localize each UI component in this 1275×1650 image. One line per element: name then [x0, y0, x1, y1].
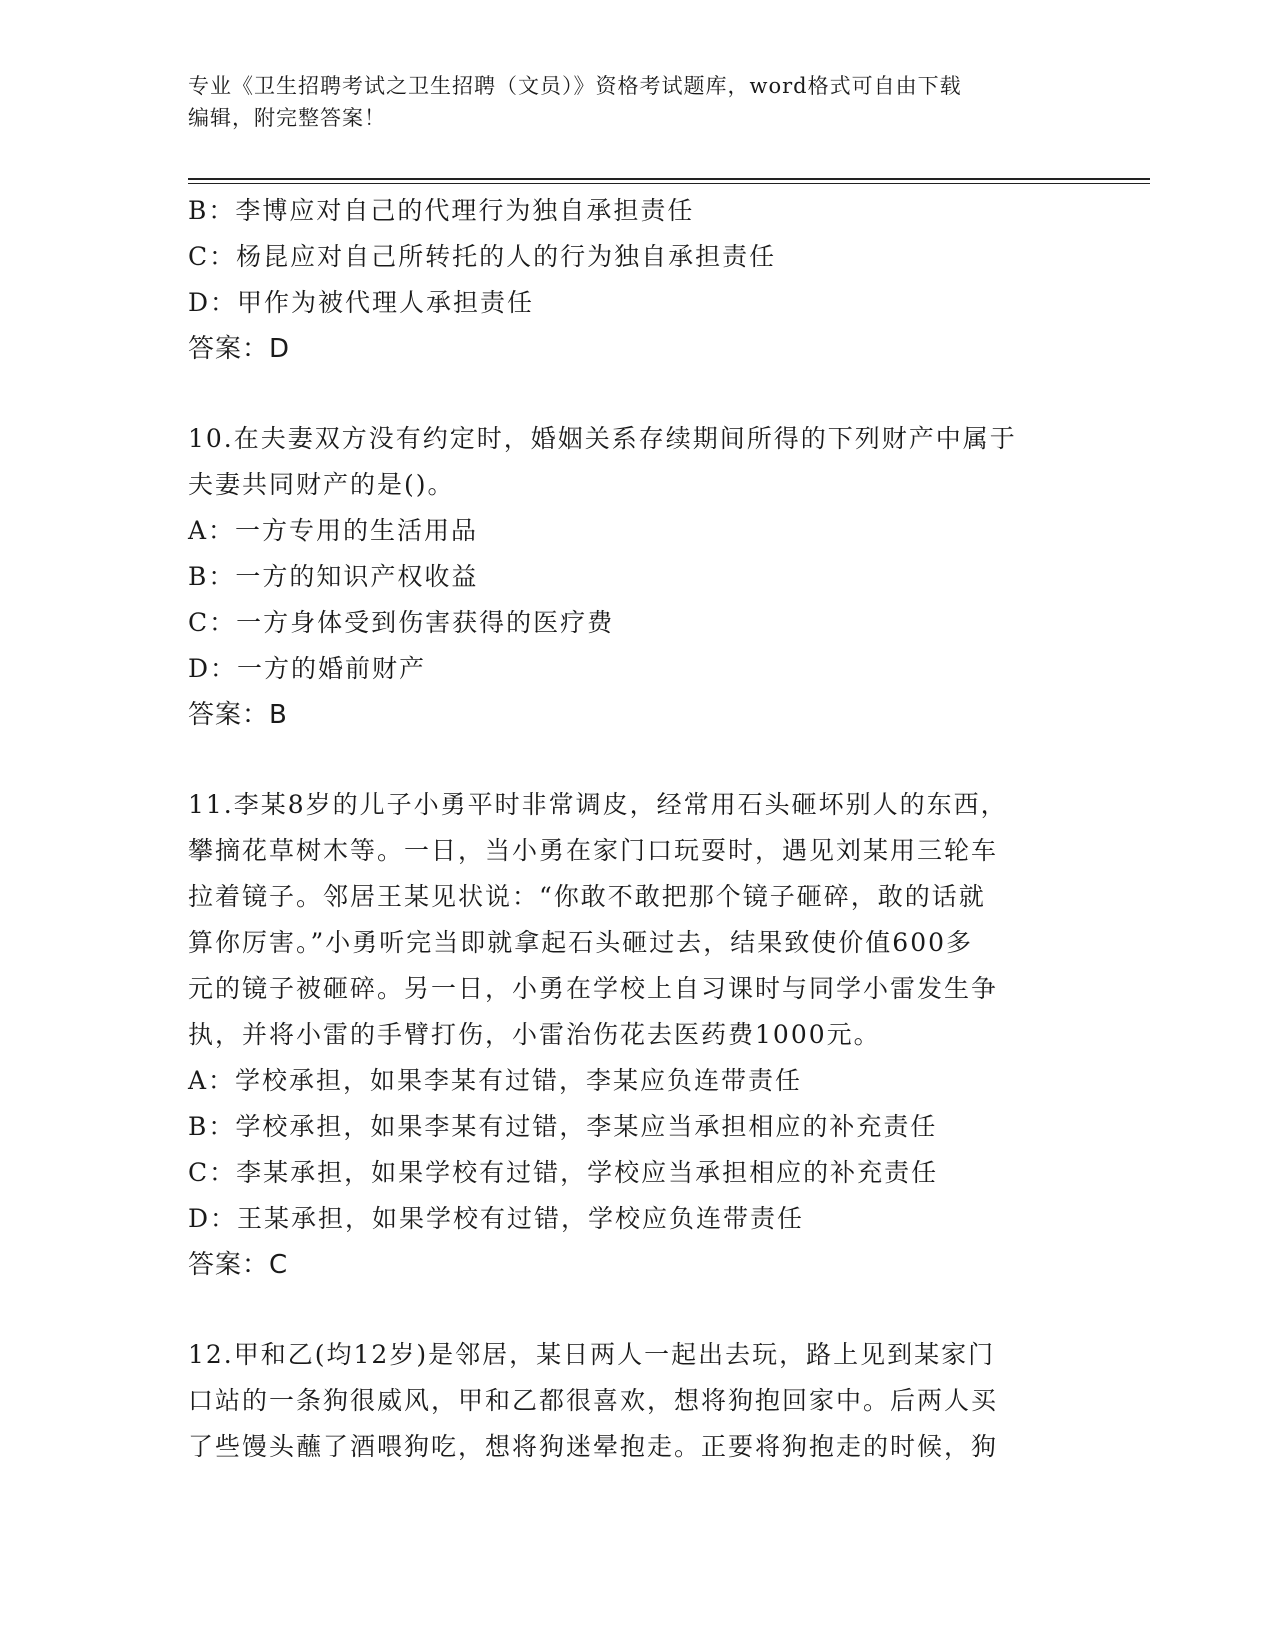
q11-stem-line: 元的镜子被砸碎。另一日，小勇在学校上自习课时与同学小雷发生争 — [188, 974, 999, 1003]
q10-option-b: B：一方的知识产权收益 — [188, 562, 479, 591]
q11-stem-line: 11.李某8岁的儿子小勇平时非常调皮，经常用石头砸坏别人的东西， — [188, 790, 1008, 819]
q10-option-a: A：一方专用的生活用品 — [188, 516, 479, 545]
q9-option-d: D：甲作为被代理人承担责任 — [188, 288, 535, 317]
header-line-2: 编辑，附完整答案！ — [188, 106, 386, 130]
q10-option-c: C：一方身体受到伤害获得的医疗费 — [188, 608, 615, 637]
header-divider-thin — [188, 183, 1150, 184]
q12-stem-line: 了些馒头蘸了酒喂狗吃，想将狗迷晕抱走。正要将狗抱走的时候，狗 — [188, 1432, 999, 1461]
document-header — [188, 70, 1068, 134]
q10-answer: 答案：B — [188, 700, 288, 730]
q9-option-c: C：杨昆应对自己所转托的人的行为独自承担责任 — [188, 242, 777, 271]
q11-stem-line: 攀摘花草树木等。一日，当小勇在家门口玩耍时，遇见刘某用三轮车 — [188, 836, 999, 865]
q10-option-d: D：一方的婚前财产 — [188, 654, 427, 683]
q11-answer: 答案：C — [188, 1250, 289, 1280]
spacer — [188, 372, 1088, 416]
q9-option-b: B：李博应对自己的代理行为独自承担责任 — [188, 196, 695, 225]
q11-option-a: A：学校承担，如果李某有过错，李某应负连带责任 — [188, 1066, 803, 1095]
question-9 — [188, 188, 1088, 372]
question-content — [188, 188, 1088, 1470]
q12-stem-line: 12.甲和乙(均12岁)是邻居，某日两人一起出去玩，路上见到某家门 — [188, 1340, 996, 1369]
q12-stem-line: 口站的一条狗很威风，甲和乙都很喜欢，想将狗抱回家中。后两人买 — [188, 1386, 999, 1415]
q11-stem-line: 算你厉害。”小勇听完当即就拿起石头砸过去，结果致使价值600多 — [188, 928, 974, 957]
spacer — [188, 1288, 1088, 1332]
q11-option-d: D：王某承担，如果学校有过错，学校应负连带责任 — [188, 1204, 805, 1233]
question-10 — [188, 416, 1088, 738]
header-divider-thick — [188, 178, 1150, 180]
q11-option-b: B：学校承担，如果李某有过错，李某应当承担相应的补充责任 — [188, 1112, 938, 1141]
q11-stem-line: 拉着镜子。邻居王某见状说：“你敢不敢把那个镜子砸碎，敢的话就 — [188, 882, 986, 911]
spacer — [188, 738, 1088, 782]
header-line-1: 专业《卫生招聘考试之卫生招聘（文员）》资格考试题库，word格式可自由下载 — [188, 74, 962, 98]
q9-answer: 答案：D — [188, 334, 291, 364]
q10-stem-line: 10.在夫妻双方没有约定时，婚姻关系存续期间所得的下列财产中属于 — [188, 424, 1017, 453]
question-12 — [188, 1332, 1088, 1470]
q11-option-c: C：李某承担，如果学校有过错，学校应当承担相应的补充责任 — [188, 1158, 939, 1187]
q11-stem-line: 执，并将小雷的手臂打伤，小雷治伤花去医药费1000元。 — [188, 1020, 881, 1049]
q10-stem-line: 夫妻共同财产的是()。 — [188, 470, 455, 499]
question-11 — [188, 782, 1088, 1288]
